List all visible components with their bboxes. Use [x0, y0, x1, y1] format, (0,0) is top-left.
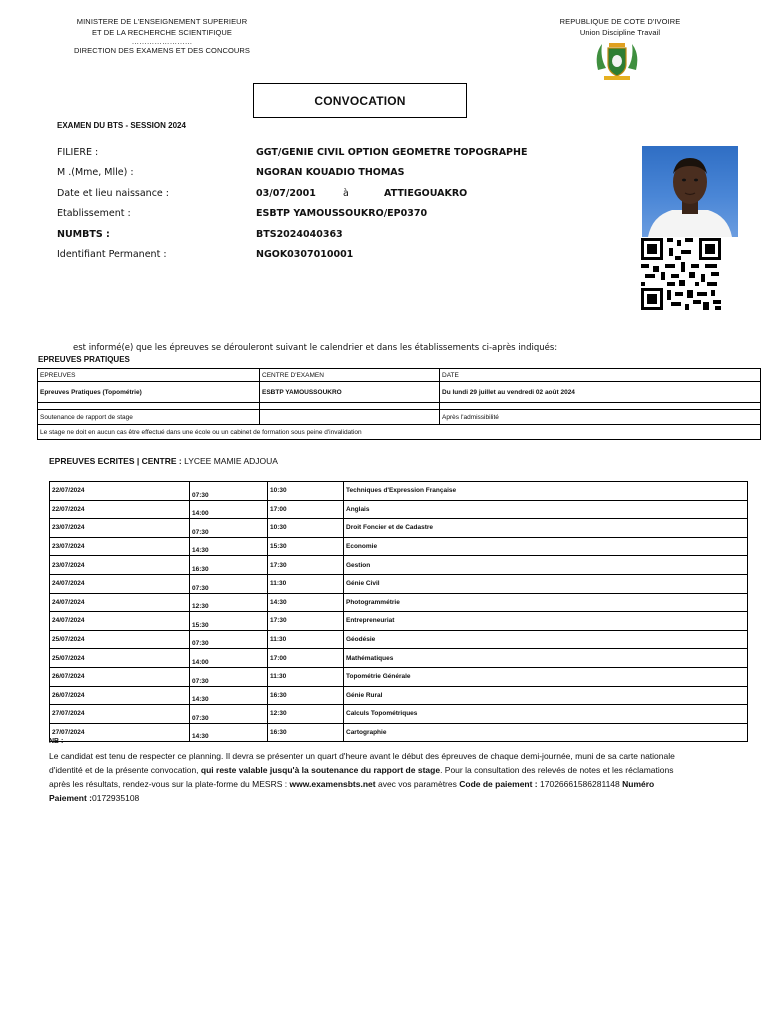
start-time: 14:30 [190, 723, 268, 742]
table-row [50, 482, 748, 501]
permanent-id-value: NGOK0307010001 [256, 249, 354, 260]
exam-date: 22/07/2024 [50, 500, 190, 519]
filiere-value: GGT/GENIE CIVIL OPTION GEOMETRE TOPOGRAPHE [256, 147, 528, 158]
table-row [50, 556, 748, 575]
table-row [50, 705, 748, 724]
end-time: 15:30 [268, 537, 344, 556]
table-row [50, 630, 748, 649]
practical-exam-centre: ESBTP YAMOUSSOUKRO [260, 382, 440, 403]
end-time: 10:30 [268, 519, 344, 538]
header-cell: EPREUVES [38, 369, 260, 382]
birth-separator: à [343, 188, 349, 199]
soutenance-date: Après l'admissibilité [440, 410, 761, 425]
subject: Mathématiques [344, 649, 748, 668]
soutenance-centre [260, 410, 440, 425]
subject: Techniques d'Expression Française [344, 482, 748, 501]
exam-date: 25/07/2024 [50, 649, 190, 668]
table-row [38, 410, 761, 425]
start-time: 14:30 [190, 686, 268, 705]
table-row [38, 425, 761, 440]
start-time: 14:00 [190, 500, 268, 519]
end-time: 16:30 [268, 723, 344, 742]
table-row [38, 382, 761, 403]
practical-section-title: EPREUVES PRATIQUES [38, 355, 130, 364]
exam-date: 24/07/2024 [50, 574, 190, 593]
exam-date: 24/07/2024 [50, 593, 190, 612]
written-section-title [49, 456, 278, 466]
exam-date: 26/07/2024 [50, 686, 190, 705]
subject: Calculs Topométriques [344, 705, 748, 724]
table-row [50, 537, 748, 556]
table-row [50, 612, 748, 631]
table-row [50, 723, 748, 742]
stage-warning: Le stage ne doit en aucun cas être effectué dans une école ou un cabinet de formation sous peine d'invalidation [38, 425, 761, 440]
written-centre: LYCEE MAMIE ADJOUA [184, 456, 278, 466]
filiere-label: FILIERE : [57, 147, 99, 158]
header-cell: CENTRE D'EXAMEN [260, 369, 440, 382]
birth-date: 03/07/2001 [256, 188, 316, 199]
practical-exams-table [37, 368, 761, 440]
subject: Topométrie Générale [344, 667, 748, 686]
start-time: 14:30 [190, 537, 268, 556]
subject: Génie Rural [344, 686, 748, 705]
start-time: 07:30 [190, 519, 268, 538]
nb-part: avec vos paramètres [375, 779, 460, 789]
table-row [38, 403, 761, 410]
table-row [50, 519, 748, 538]
written-exams-table [49, 481, 748, 742]
exam-date: 25/07/2024 [50, 630, 190, 649]
subject: Gestion [344, 556, 748, 575]
start-time: 07:30 [190, 667, 268, 686]
table-row [50, 686, 748, 705]
etablissement-label: Etablissement : [57, 208, 131, 219]
payment-number: 0172935108 [92, 793, 140, 803]
exam-date: 27/07/2024 [50, 705, 190, 724]
etablissement-value: ESBTP YAMOUSSOUKRO/EP0370 [256, 208, 428, 219]
exam-date: 23/07/2024 [50, 537, 190, 556]
practical-exam-name: Epreuves Pratiques (Topométrie) [38, 382, 260, 403]
subject: Entrepreneuriat [344, 612, 748, 631]
permanent-id-label: Identifiant Permanent : [57, 249, 167, 260]
end-time: 17:30 [268, 612, 344, 631]
birth-place: ATTIEGOUAKRO [384, 188, 468, 199]
exam-date: 27/07/2024 [50, 723, 190, 742]
start-time: 15:30 [190, 612, 268, 631]
table-row [50, 500, 748, 519]
ministry-separator: …………………… [131, 37, 193, 46]
end-time: 16:30 [268, 686, 344, 705]
subject: Géodésie [344, 630, 748, 649]
name-value: NGORAN KOUADIO THOMAS [256, 167, 405, 178]
nb-title: NB : [49, 738, 64, 745]
republic-motto: Union Discipline Travail [579, 28, 661, 37]
coat-of-arms-icon [592, 40, 642, 82]
nb-text [49, 749, 689, 805]
table-row [50, 574, 748, 593]
subject: Cartographie [344, 723, 748, 742]
start-time: 07:30 [190, 705, 268, 724]
ministry-line: DIRECTION DES EXAMENS ET DES CONCOURS [73, 46, 251, 55]
table-row [50, 649, 748, 668]
written-title-label: EPREUVES ECRITES | CENTRE : [49, 456, 182, 466]
subject: Photogrammétrie [344, 593, 748, 612]
payment-code: 17026661586281148 [540, 779, 620, 789]
soutenance-label: Soutenance de rapport de stage [38, 410, 260, 425]
birth-label: Date et lieu naissance : [57, 188, 169, 199]
exam-date: 23/07/2024 [50, 519, 190, 538]
nb-bold: qui reste valable jusqu'à la soutenance du rapport de stage [200, 765, 441, 775]
exam-date: 23/07/2024 [50, 556, 190, 575]
start-time: 14:00 [190, 649, 268, 668]
end-time: 17:00 [268, 649, 344, 668]
payment-code-label: Code de paiement : [459, 779, 538, 789]
exam-date: 24/07/2024 [50, 612, 190, 631]
start-time: 16:30 [190, 556, 268, 575]
end-time: 17:30 [268, 556, 344, 575]
end-time: 11:30 [268, 667, 344, 686]
practical-exam-date: Du lundi 29 juillet au vendredi 02 août 2024 [440, 382, 761, 403]
numbts-value: BTS2024040363 [256, 229, 343, 240]
table-row [50, 667, 748, 686]
start-time: 07:30 [190, 574, 268, 593]
nb-part: Le candidat est tenu de respecter ce planning. Il devra se présenter un quart d'heure avant le début des épreuves de chaque demi-journée, muni de sa carte nationale d'identité et de la présente convocation, [49, 751, 675, 775]
start-time: 07:30 [190, 630, 268, 649]
ministry-line: ET DE LA RECHERCHE SCIENTIFIQUE [91, 28, 233, 37]
table-row [50, 593, 748, 612]
subject: Génie Civil [344, 574, 748, 593]
subject: Economie [344, 537, 748, 556]
exam-date: 22/07/2024 [50, 482, 190, 501]
end-time: 12:30 [268, 705, 344, 724]
end-time: 11:30 [268, 574, 344, 593]
subject: Anglais [344, 500, 748, 519]
end-time: 10:30 [268, 482, 344, 501]
end-time: 14:30 [268, 593, 344, 612]
start-time: 12:30 [190, 593, 268, 612]
header-cell: DATE [440, 369, 761, 382]
ministry-header [62, 16, 262, 56]
name-label: M .(Mme, Mlle) : [57, 167, 134, 178]
ministry-line: MINISTERE DE L'ENSEIGNEMENT SUPERIEUR [76, 17, 248, 26]
republic-header [540, 16, 700, 38]
exam-session: EXAMEN DU BTS - SESSION 2024 [57, 121, 186, 130]
subject: Droit Foncier et de Cadastre [344, 519, 748, 538]
start-time: 07:30 [190, 482, 268, 501]
candidate-photo [642, 146, 738, 237]
payment-number-label: Numéro Paiement : [49, 779, 655, 803]
end-time: 11:30 [268, 630, 344, 649]
exam-date: 26/07/2024 [50, 667, 190, 686]
table-header-row [38, 369, 761, 382]
end-time: 17:00 [268, 500, 344, 519]
numbts-label: NUMBTS : [57, 229, 110, 240]
document-title: CONVOCATION [253, 83, 467, 118]
nb-part: . Pour la consultation des relevés de notes et les réclamations après les résultats, rendez-vous sur la plate-forme du MESRS : [49, 765, 674, 789]
qr-code-icon [641, 238, 721, 310]
republic-name: REPUBLIQUE DE COTE D'IVOIRE [559, 17, 681, 26]
website-link[interactable]: www.examensbts.net [289, 779, 376, 789]
intro-text: est informé(e) que les épreuves se dérouleront suivant le calendrier et dans les établissements ci-après indiqués: [73, 343, 558, 353]
